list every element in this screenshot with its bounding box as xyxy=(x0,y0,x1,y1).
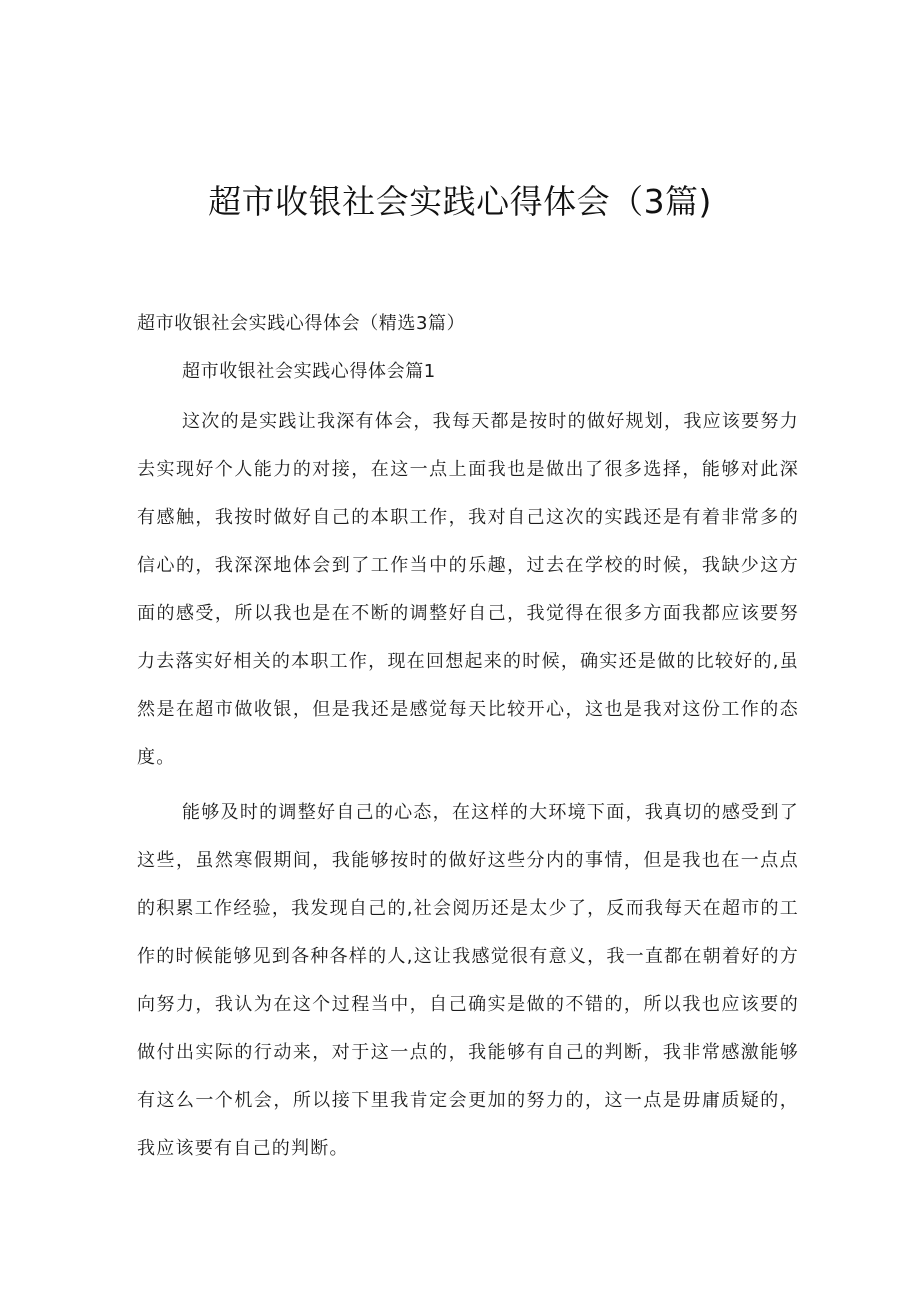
body-paragraph-2: 能够及时的调整好自己的心态，在这样的大环境下面，我真切的感受到了这些，虽然寒假期间，我能够按时的做好这些分内的事情，但是我也在一点点的积累工作经验，我发现自己的,社会阅历还是太少了，反而我每天在超市的工作的时候能够见到各种各样的人,这让我感觉很有意义，我一直都在朝着好的方向努力，我认为在这个过程当中，自己确实是做的不错的，所以我也应该要的做付出实际的行动来，对于这一点的，我能够有自己的判断，我非常感激能够有这么一个机会，所以接下里我肯定会更加的努力的，这一点是毋庸质疑的，我应该要有自己的判断。 xyxy=(137,802,799,1159)
body-paragraph-1: 这次的是实践让我深有体会，我每天都是按时的做好规划，我应该要努力去实现好个人能力的对接，在这一点上面我也是做出了很多选择，能够对此深有感触，我按时做好自己的本职工作，我对自己这次的实践还是有着非常多的信心的，我深深地体会到了工作当中的乐趣，过去在学校的时候，我缺少这方面的感受，所以我也是在不断的调整好自己，我觉得在很多方面我都应该要努力去落实好相关的本职工作，现在回想起来的时候，确实还是做的比较好的,虽然是在超市做收银，但是我还是感觉每天比较开心，这也是我对这份工作的态度。 xyxy=(137,411,799,768)
section-heading: 超市收银社会实践心得体会篇1 xyxy=(182,361,436,382)
document-heading: 超市收银社会实践心得体会（精选3篇） xyxy=(137,313,466,334)
document-body xyxy=(137,300,799,1173)
document-title: 超市收银社会实践心得体会（3篇) xyxy=(208,182,712,222)
